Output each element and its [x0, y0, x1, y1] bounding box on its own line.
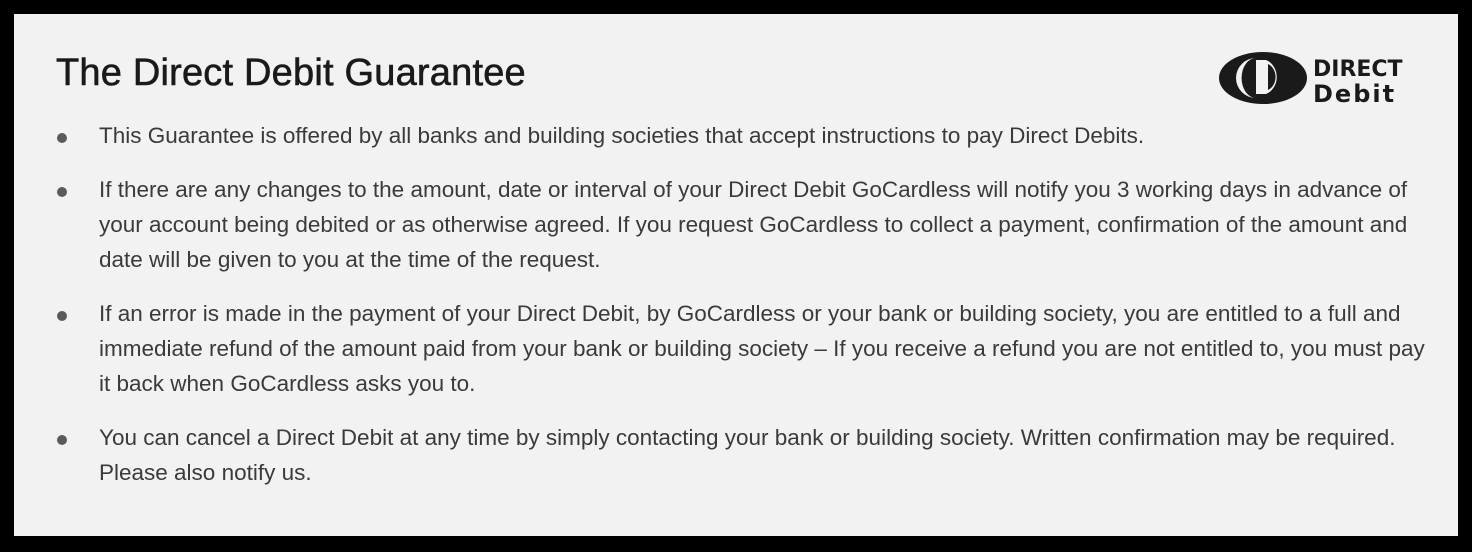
- bullet-icon: [57, 311, 67, 321]
- list-item-text: You can cancel a Direct Debit at any time by simply contacting your bank or building society. Written confirmation may be required. Please also notify us.: [99, 425, 1396, 485]
- list-item: [52, 420, 1432, 490]
- list-item-text: If an error is made in the payment of your Direct Debit, by GoCardless or your bank or building society, you are entitled to a full and immediate refund of the amount paid from your bank or building society – If you receive a refund you are not entitled to, you must pay it back when GoCardless asks you to.: [99, 301, 1425, 396]
- list-item: [52, 296, 1432, 401]
- list-item-text: If there are any changes to the amount, date or interval of your Direct Debit GoCardless will notify you 3 working days in advance of your account being debited or as otherwise agreed. If you request GoCardless to collect a payment, confirmation of the amount and date will be given to you at the time of the request.: [99, 177, 1408, 272]
- guarantee-list: [52, 118, 1432, 509]
- list-item: [52, 172, 1432, 277]
- logo-line-direct: DIRECT: [1313, 57, 1403, 82]
- bullet-icon: [57, 435, 67, 445]
- direct-debit-logo-icon: [1219, 52, 1307, 104]
- page-title: The Direct Debit Guarantee: [56, 52, 526, 94]
- logo-line-debit: Debit: [1313, 80, 1397, 108]
- direct-debit-logo: [1218, 48, 1418, 108]
- guarantee-card: [14, 14, 1458, 536]
- list-item-text: This Guarantee is offered by all banks and building societies that accept instructions to pay Direct Debits.: [99, 123, 1145, 148]
- bullet-icon: [57, 187, 67, 197]
- list-item: [52, 118, 1432, 153]
- bullet-icon: [57, 133, 67, 143]
